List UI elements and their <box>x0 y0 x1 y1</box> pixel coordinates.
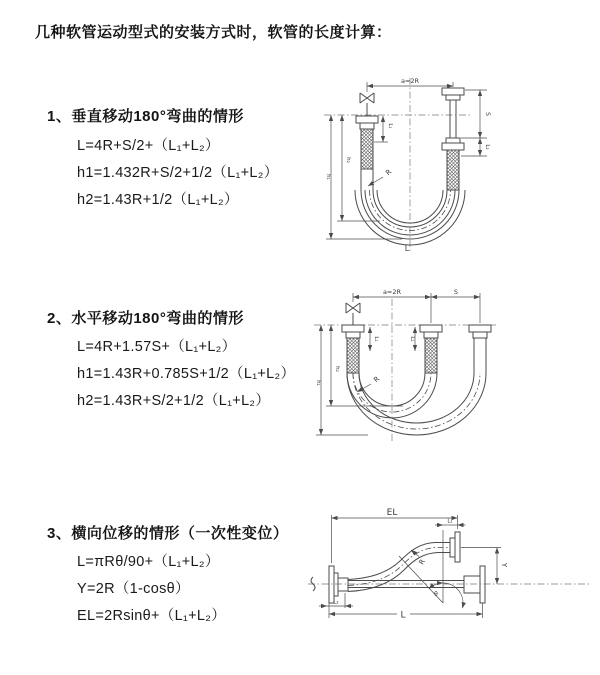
hose-u-bend-far <box>347 373 486 435</box>
middle-pipe-fitting <box>420 325 442 373</box>
dim-label-h2: h₂ <box>345 157 351 163</box>
section-1-formula-h1: h1=1.432R+S/2+1/2（L₁+L₂） <box>77 165 279 181</box>
dim-L2 <box>319 593 353 608</box>
dim-label-L2: L₂ <box>409 336 415 342</box>
dim-label-Y: Y <box>500 562 508 568</box>
dim-a2R <box>367 77 453 92</box>
dim-label-h1: h₁ <box>325 174 331 180</box>
dim-label-R: R <box>417 557 427 567</box>
dim-S <box>431 288 480 323</box>
dim-h2 <box>337 115 380 221</box>
dim-L1 <box>370 327 379 351</box>
dim-label-a2R: a=2R <box>400 77 420 85</box>
section-1-heading: 1、垂直移动180°弯曲的情形 <box>47 108 244 125</box>
dim-label-L2: L₂ <box>484 144 490 150</box>
section-2-heading: 2、水平移动180°弯曲的情形 <box>47 310 244 327</box>
dim-label-L1: L₁ <box>447 518 453 525</box>
angle-construction <box>399 556 463 608</box>
right-pipe-fitting <box>442 88 464 190</box>
dim-label-L: L <box>404 244 410 253</box>
dim-L <box>329 603 483 621</box>
dim-L2 <box>461 138 490 156</box>
diagram-lateral-displacement <box>300 505 600 645</box>
dim-label-L1: L₁ <box>373 336 379 342</box>
section-1-formula-L: L=4R+S/2+（L₁+L₂） <box>77 138 220 154</box>
straight-pipe-position <box>348 566 485 603</box>
dim-label-theta: θ <box>434 591 438 598</box>
valve-icon <box>346 303 360 325</box>
dim-L1 <box>435 519 466 604</box>
dim-L2 <box>409 327 415 351</box>
section-2-formula-h2: h2=1.43R+S/2+1/2（L₁+L₂） <box>77 393 271 409</box>
section-3-formula-Y: Y=2R（1-cosθ） <box>77 581 190 597</box>
dim-S <box>461 90 491 138</box>
dim-label-S: S <box>484 112 491 116</box>
section-2-formula-L: L=4R+1.57S+（L₁+L₂） <box>77 339 237 355</box>
dim-label-a2R: a=2R <box>382 288 402 296</box>
dim-label-R: R <box>372 374 382 385</box>
dim-label-EL: EL <box>386 508 398 518</box>
section-2-formula-h1: h1=1.43R+0.785S+1/2（L₁+L₂） <box>77 366 296 382</box>
dim-L1 <box>374 116 393 142</box>
braided-hose-section <box>361 129 373 169</box>
section-3-heading: 3、横向位移的情形（一次性变位） <box>47 525 289 542</box>
diagram-vertical-180-bend <box>310 72 600 259</box>
right-pipe-fitting <box>469 325 491 373</box>
braided-hose-section <box>347 338 359 373</box>
dim-EL <box>332 508 458 563</box>
braided-hose-section <box>425 338 437 373</box>
section-3-formula-EL: EL=2Rsinθ+（L₁+L₂） <box>77 608 227 624</box>
right-flange <box>480 566 485 603</box>
dim-label-S: S <box>453 288 459 296</box>
dim-label-h2: h₂ <box>334 366 340 372</box>
dim-label-L: L <box>400 610 406 621</box>
dim-label-R: R <box>384 167 394 178</box>
dim-label-L2: L₂ <box>333 599 339 606</box>
top-right-flange <box>450 532 460 562</box>
left-pipe-fitting <box>356 116 378 190</box>
braided-hose-section <box>447 150 459 190</box>
left-pipe-fitting <box>342 325 364 373</box>
diagram-horizontal-180-bend <box>308 283 600 463</box>
page-title: 几种软管运动型式的安装方式时，软管的长度计算： <box>35 24 392 41</box>
dim-label-L1: L₁ <box>387 123 393 129</box>
radius-leader <box>368 168 393 186</box>
section-1-formula-h2: h2=1.43R+1/2（L₁+L₂） <box>77 192 239 208</box>
dim-label-h1: h₁ <box>315 380 321 386</box>
valve-icon <box>360 93 374 116</box>
section-3-formula-L: L=πRθ/90+（L₁+L₂） <box>77 554 220 570</box>
